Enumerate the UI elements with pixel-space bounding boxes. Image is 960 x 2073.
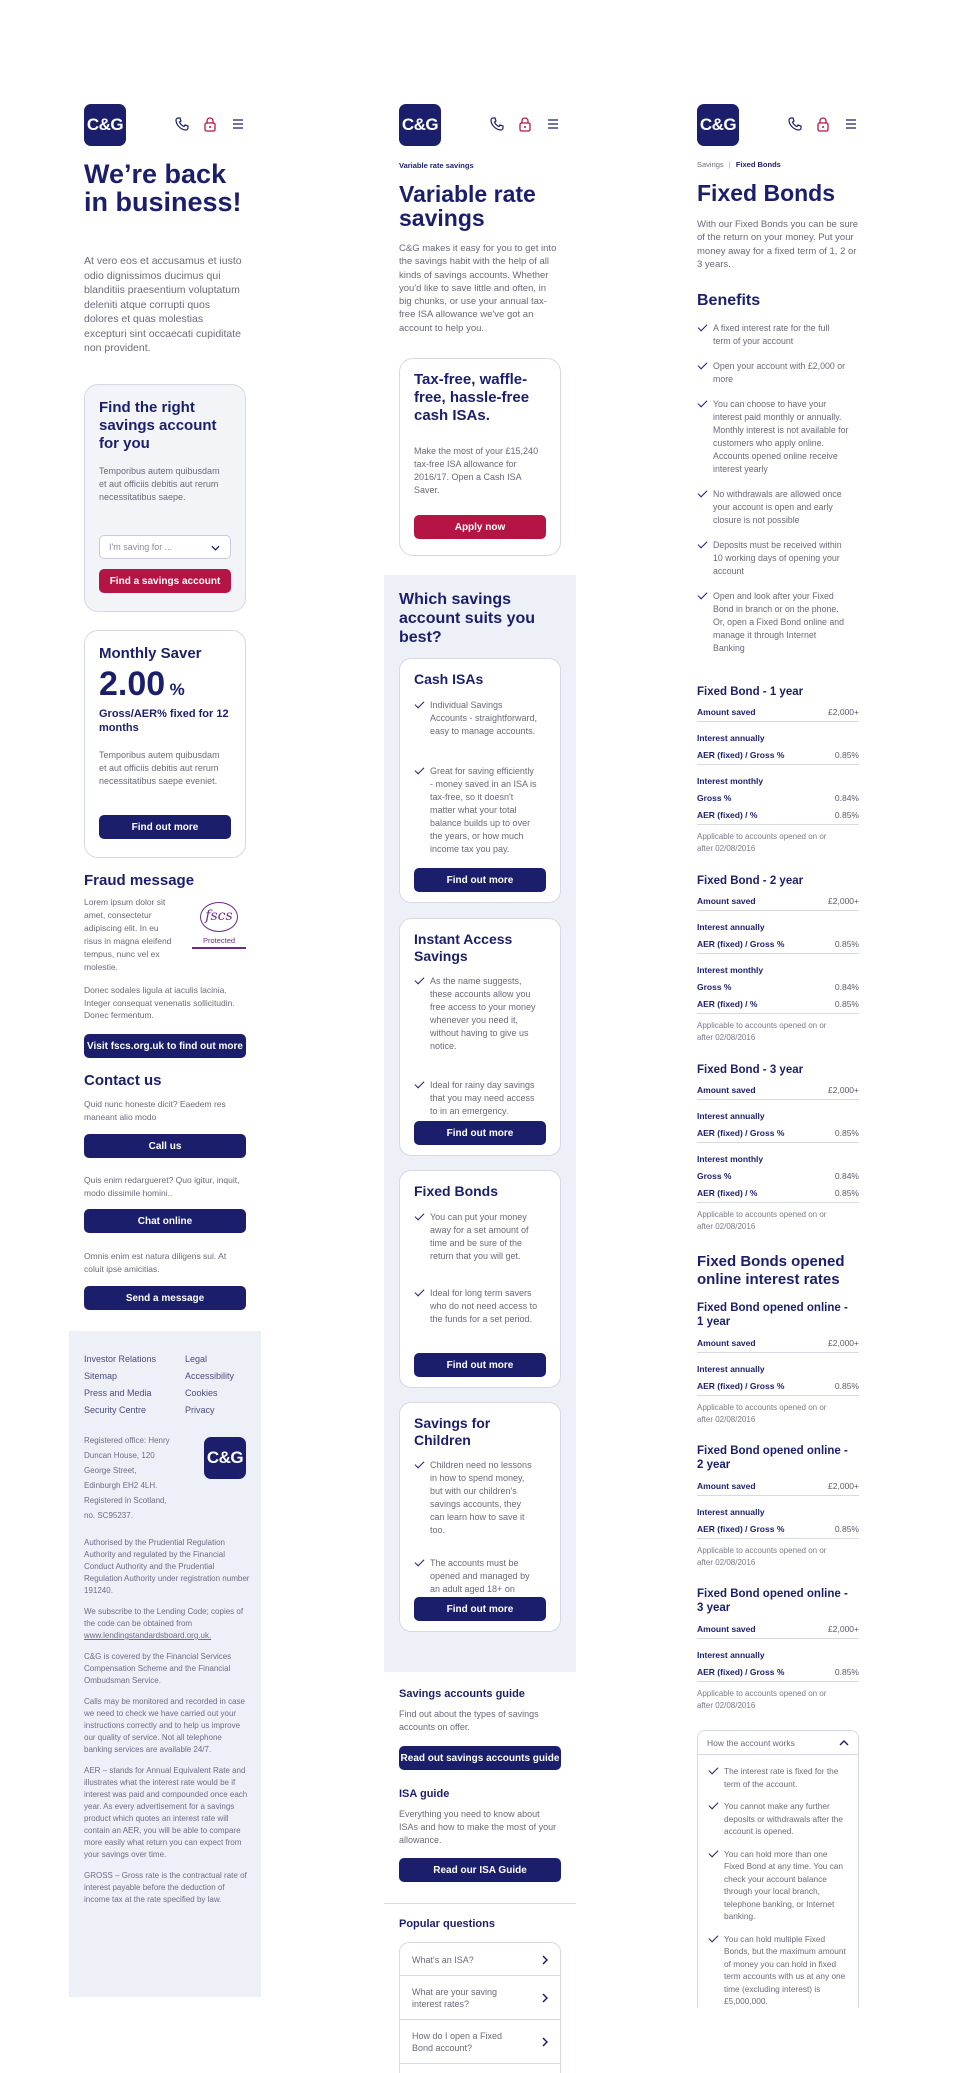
gross-row-value: 0.84% [834,793,859,803]
table-divider [697,1495,859,1496]
benefit-item: You can choose to have your interest paid monthly or annually. Monthly interest is not available for customers who apply online. Accounts opened online receive interest yearly [697,398,849,476]
footer-covered: C&G is covered by the Financial Services Compensation Scheme and the Financial Ombudsman Service. [84,1652,232,1685]
saver-title: Monthly Saver [99,645,202,662]
aer-row [697,996,859,1013]
fscs-logo [192,902,246,956]
promo-title: Tax-free, waffle-free, hassle-free cash ISAs. [414,371,530,424]
amount-row-label: Amount saved [697,1338,756,1348]
fscs-logo-mark: fscs [200,902,238,932]
interest-annually-row [697,1504,859,1521]
account-find-out-more-button[interactable]: Find out more [414,1353,546,1377]
account-card [399,1402,561,1632]
phone-icon[interactable] [787,116,803,132]
chevron-right-icon [542,2037,548,2047]
accordion-point: You cannot make any further deposits or withdrawals after the account is opened. [708,1800,850,1838]
online-bond-table [697,1587,859,1712]
finder-card [84,384,246,612]
account-card-point: Ideal for long term savers who do not need access to the funds for a set period. [414,1287,538,1326]
fraud-text-2: Donec sodales ligula at iaculis lacinia. Integer consequat venenatis sollicitudin. Donec fermentum. [84,985,235,1020]
menu-icon[interactable] [545,116,561,132]
online-rates-title: Fixed Bonds opened online interest rates [697,1253,845,1288]
cg-logo[interactable]: C&G [399,104,441,146]
select-placeholder: I'm saving for ... [109,542,173,552]
interest-monthly-row-label: Interest monthly [697,776,764,786]
amount-row [697,704,859,721]
gross-row-label: Gross % [697,1171,732,1181]
menu-icon[interactable] [230,116,246,132]
isa-guide-button[interactable]: Read our ISA Guide [399,1858,561,1882]
find-savings-account-button[interactable]: Find a savings account [99,569,231,593]
table-divider [697,1013,859,1014]
gross-row-value: 0.84% [834,982,859,992]
gross-row-label: Gross % [697,793,732,803]
amount-row [697,893,859,910]
gross-row-value: 0.84% [834,1171,859,1181]
visit-fscs-button[interactable]: Visit fscs.org.uk to find out more [84,1034,246,1058]
footer-links-right [185,1351,234,1419]
aer-gross-row [697,1125,859,1142]
amount-row-value: £2,000+ [828,707,859,717]
benefits-title: Benefits [697,292,761,309]
account-card-title: Fixed Bonds [414,1183,499,1199]
aer-row-label: AER (fixed) / % [697,810,758,820]
interest-annually-row-label: Interest annually [697,1364,765,1374]
page-title: Fixed Bonds [697,180,836,206]
amount-row [697,1621,859,1638]
bond-note: Applicable to accounts opened on or after 02/08/2016 [697,1546,827,1567]
bond-note: Applicable to accounts opened on or after 02/08/2016 [697,1021,827,1042]
amount-row-label: Amount saved [697,1624,756,1634]
bond-table-title: Fixed Bond - 3 year [697,1064,804,1076]
table-divider [697,1352,859,1353]
accordion-body [698,1755,858,2008]
fscs-protected-label: Protected [192,936,246,949]
page-title: Variable rate savings [399,181,536,231]
interest-monthly-row [697,1151,859,1168]
table-divider [697,953,859,954]
page-intro: With our Fixed Bonds you can be sure of the return on your money. Put your money away for a fixed term of 1, 2 or 3 years. [697,219,859,270]
accordion-header[interactable] [698,1731,858,1755]
footer-link-cookies[interactable]: Cookies [185,1388,218,1398]
aer-gross-row [697,936,859,953]
monthly-saver-card [84,630,246,858]
online-bond-title: Fixed Bond opened online - 3 year [697,1588,848,1614]
interest-annually-row-label: Interest annually [697,733,765,743]
online-bond-table [697,1444,859,1569]
faq-question: What's an ISA? [412,1955,474,1965]
footer-link-legal[interactable]: Legal [185,1354,208,1364]
site-header [697,104,859,146]
amount-row-value: £2,000+ [828,896,859,906]
table-divider [697,764,859,765]
table-divider [697,1638,859,1639]
isa-guide-title: ISA guide [399,1788,450,1800]
accounts-panel [384,575,576,1672]
promo-text: Make the most of your £15,240 tax-free ISA allowance for 2016/17. Open a Cash ISA Saver. [414,446,539,495]
online-bond-table [697,1301,859,1426]
apply-now-button[interactable]: Apply now [414,515,546,539]
amount-row-value: £2,000+ [828,1624,859,1634]
bond-note: Applicable to accounts opened on or after 02/08/2016 [697,832,827,853]
fixed-bonds-page [697,0,859,2073]
faq-question: How do I open a Fixed Bond account? [412,2031,503,2053]
which-account-title: Which savings account suits you best? [399,591,536,646]
site-header [84,104,246,146]
saver-subtitle: Gross/AER% fixed for 12 months [99,708,229,734]
site-footer [69,1331,261,1997]
bond-note: Applicable to accounts opened on or after 02/08/2016 [697,1689,827,1710]
finder-title: Find the right savings account for you [99,399,217,452]
account-find-out-more-button[interactable]: Find out more [414,868,546,892]
lending-standards-link[interactable]: www.lendingstandardsboard.org.uk. [84,1631,212,1640]
phone-icon[interactable] [174,116,190,132]
amount-row-label: Amount saved [697,1085,756,1095]
table-divider [697,824,859,825]
aer-gross-row-value: 0.85% [834,1524,859,1534]
aer-gross-row-label: AER (fixed) / Gross % [697,750,785,760]
amount-row-label: Amount saved [697,707,756,717]
account-card-point: The accounts must be opened and managed by an adult aged 18+ on [414,1557,538,1609]
benefits-list [697,322,859,667]
interest-annually-row [697,1647,859,1664]
interest-annually-row [697,919,859,936]
hero-title: We’re back in business! [84,159,242,217]
bond-table-title: Fixed Bond - 2 year [697,875,804,887]
aer-row-label: AER (fixed) / % [697,1188,758,1198]
interest-monthly-row-label: Interest monthly [697,965,764,975]
footer-gross: GROSS – Gross rate is the contractual rate of interest payable before the deduction of income tax at the rate specified by law. [84,1871,247,1904]
bond-table-title: Fixed Bond - 1 year [697,686,804,698]
saver-rate [99,665,185,704]
interest-monthly-row [697,962,859,979]
interest-monthly-row [697,773,859,790]
bond-note: Applicable to accounts opened on or after 02/08/2016 [697,1210,827,1231]
faq-question: What are your saving interest rates? [412,1987,498,2009]
accordion-point: The interest rate is fixed for the term of the account. [708,1765,850,1790]
savings-guide-button[interactable]: Read out savings accounts guide [399,1746,561,1770]
breadcrumb[interactable]: Variable rate savings [399,161,474,170]
footer-lending [84,1606,250,1642]
footer-link-security[interactable]: Security Centre [84,1405,147,1415]
lock-icon[interactable] [202,116,218,132]
bond-table [697,686,859,855]
chevron-right-icon [542,1993,548,2003]
footer-link-investor-relations[interactable]: Investor Relations [84,1354,157,1364]
table-divider [697,1099,859,1100]
interest-annually-row-label: Interest annually [697,1111,765,1121]
menu-icon[interactable] [843,116,859,132]
account-card-title: Instant Access Savings [414,931,513,964]
lock-icon[interactable] [815,116,831,132]
account-card-point: Individual Savings Accounts - straightforward, easy to manage accounts. [414,699,538,738]
footer-link-accessibility[interactable]: Accessibility [185,1371,235,1381]
amount-row [697,1478,859,1495]
aer-gross-row [697,747,859,764]
faq-title: Popular questions [399,1918,495,1930]
aer-row-value: 0.85% [834,999,859,1009]
aer-row [697,1185,859,1202]
aer-gross-row [697,1521,859,1538]
aer-gross-row-value: 0.85% [834,1128,859,1138]
table-divider [697,1681,859,1682]
interest-annually-row [697,1361,859,1378]
amount-row [697,1082,859,1099]
savings-guide-title: Savings accounts guide [399,1688,525,1700]
aer-row-value: 0.85% [834,1188,859,1198]
faq-item[interactable] [400,1976,560,2020]
account-card [399,1170,561,1388]
interest-annually-row [697,730,859,747]
accordion-point: You can hold multiple Fixed Bonds, but the maximum amount of money you can hold in fixed term accounts with us at any one time (excluding interest) is £5,000,000. [708,1933,850,2008]
account-card-point: As the name suggests, these accounts allow you free access to your money whenever you need it, without having to give us notice. [414,975,538,1053]
chevron-up-icon [839,1740,849,1746]
footer-authorised: Authorised by the Prudential Regulation Authority and regulated by the Financial Conduct Authority and the Prudential Regulation Authority under registration number 191240. [84,1538,250,1595]
benefit-item: Open your account with £2,000 or more [697,360,849,386]
interest-annually-row-label: Interest annually [697,1507,765,1517]
account-card-point: Children need no lessons in how to spend money, but with our children's savings accounts, they can learn how to save it too. [414,1459,538,1537]
hero-text: At vero eos et accusamus et iusto odio dignissimos ducimus qui blanditiis praesentium voluptatum deleniti atque corrupti quos dolores et quas molestias excepturi sint occaecati cupiditate non provident. [84,255,242,354]
table-divider [697,910,859,911]
chat-online-button[interactable]: Chat online [84,1209,246,1233]
benefit-item: Open and look after your Fixed Bond in branch or on the phone. Or, open a Fixed Bond online and manage it through Internet Banking [697,590,849,655]
breadcrumb-separator: | [728,160,731,169]
interest-monthly-row-label: Interest monthly [697,1154,764,1164]
savings-purpose-select[interactable] [99,535,231,559]
contact-text-2: Quis enim redargueret? Quo igitur, inquit, modo dissimile homini.. [84,1175,240,1198]
account-find-out-more-button[interactable]: Find out more [414,1597,546,1621]
account-find-out-more-button[interactable]: Find out more [414,1121,546,1145]
amount-row [697,1335,859,1352]
saver-find-out-more-button[interactable]: Find out more [99,815,231,839]
isa-guide-text: Everything you need to know about ISAs and how to make the most of your allowance. [399,1809,557,1845]
footer-legal-text [84,1537,250,1915]
gross-row-label: Gross % [697,982,732,992]
breadcrumb-savings[interactable]: Savings [697,160,724,169]
aer-gross-row [697,1664,859,1681]
footer-links-left [84,1351,156,1419]
aer-gross-row-label: AER (fixed) / Gross % [697,1667,785,1677]
amount-row-value: £2,000+ [828,1338,859,1348]
online-bond-title: Fixed Bond opened online - 2 year [697,1445,848,1471]
aer-gross-row-label: AER (fixed) / Gross % [697,1524,785,1534]
interest-annually-row-label: Interest annually [697,922,765,932]
how-account-works-accordion [697,1730,859,2008]
benefit-item: No withdrawals are allowed once your account is open and early closure is not possible [697,488,849,527]
variable-rate-page [384,0,576,2073]
account-card-point: Ideal for rainy day savings that you may need access to in an emergency. [414,1079,538,1118]
table-divider [697,1395,859,1396]
aer-gross-row-value: 0.85% [834,939,859,949]
section-divider [384,1903,576,1904]
benefit-item: Deposits must be received within 10 working days of opening your account [697,539,849,578]
saver-rate-unit: % [169,680,185,699]
footer-logo: C&G [204,1437,246,1479]
bond-tables [697,686,859,2018]
breadcrumb [697,160,781,169]
chevron-right-icon [542,1955,548,1965]
online-bond-title: Fixed Bond opened online - 1 year [697,1302,848,1328]
call-us-button[interactable]: Call us [84,1134,246,1158]
table-divider [697,721,859,722]
aer-gross-row-label: AER (fixed) / Gross % [697,1128,785,1138]
accordion-title: How the account works [707,1738,795,1748]
amount-row-label: Amount saved [697,1481,756,1491]
bond-table [697,1064,859,1233]
contact-text-1: Quid nunc honeste dicit? Eaedem res maneant alio modo [84,1099,226,1122]
finder-text: Temporibus autem quibusdam et aut officiis debitis aut rerum necessitatibus saepe. [99,466,220,502]
saver-rate-value: 2.00 [99,665,166,703]
aer-row [697,807,859,824]
account-card-title: Savings for Children [414,1415,491,1448]
phone-icon[interactable] [489,116,505,132]
footer-registered: Registered office: Henry Duncan House, 120 George Street, Edinburgh EH2 4LH. Registered in Scotland, no. SC95237. [84,1436,170,1520]
chevron-down-icon [211,545,220,551]
cash-isa-promo-card [399,358,561,556]
site-header [399,104,561,146]
aer-gross-row-label: AER (fixed) / Gross % [697,939,785,949]
fraud-text: Lorem ipsum dolor sit amet, consectetur adipiscing elit. In eu risus in magna eleifend tempus, nunc vel ex molestie. [84,897,172,972]
fraud-title: Fraud message [84,872,195,889]
lock-icon[interactable] [517,116,533,132]
account-card-title: Cash ISAs [414,671,484,687]
aer-gross-row-value: 0.85% [834,1667,859,1677]
cg-logo[interactable]: C&G [84,104,126,146]
gross-row [697,790,859,807]
aer-gross-row [697,1378,859,1395]
aer-row-label: AER (fixed) / % [697,999,758,1009]
aer-gross-row-value: 0.85% [834,750,859,760]
contact-text-3: Omnis enim est natura diligens sui. At coluit ipse amicitias. [84,1251,227,1274]
saver-text: Temporibus autem quibusdam et aut officiis debitis aut rerum necessitatibus saepe eveniet. [99,750,220,786]
aer-row-value: 0.85% [834,810,859,820]
aer-gross-row-value: 0.85% [834,1381,859,1391]
send-message-button[interactable]: Send a message [84,1286,246,1310]
amount-row-value: £2,000+ [828,1085,859,1095]
savings-guide-text: Find out about the types of savings accounts on offer. [399,1709,539,1732]
table-divider [697,1202,859,1203]
aer-gross-row-label: AER (fixed) / Gross % [697,1381,785,1391]
amount-row-value: £2,000+ [828,1481,859,1491]
page-intro: C&G makes it easy for you to get into the savings habit with the help of all kinds of savings accounts. Whether you'd like to save little and often, in big chunks, or use your annual tax-free ISA allowance we've got an account to help you. [399,243,557,334]
footer-link-sitemap[interactable]: Sitemap [84,1371,118,1381]
footer-link-privacy[interactable]: Privacy [185,1405,215,1415]
faq-item[interactable] [400,1943,560,1976]
contact-title: Contact us [84,1072,162,1089]
gross-row [697,979,859,996]
interest-annually-row [697,1108,859,1125]
account-card [399,918,561,1156]
table-divider [697,1142,859,1143]
amount-row-label: Amount saved [697,896,756,906]
faq-item[interactable] [400,2020,560,2064]
interest-annually-row-label: Interest annually [697,1650,765,1660]
account-card [399,658,561,903]
account-card-point: You can put your money away for a set amount of time and be sure of the return that you will get. [414,1211,538,1263]
footer-link-press[interactable]: Press and Media [84,1388,152,1398]
bond-note: Applicable to accounts opened on or after 02/08/2016 [697,1403,827,1424]
benefit-item: A fixed interest rate for the full term of your account [697,322,849,348]
footer-calls: Calls may be monitored and recorded in case we need to check we have carried out your instructions correctly and to help us improve our quality of service. Not all telephone banking services are available 24/7. [84,1697,245,1754]
cg-logo[interactable]: C&G [697,104,739,146]
table-divider [697,1538,859,1539]
account-card-point: Great for saving efficiently - money saved in an ISA is tax-free, so it doesn't matter what your total balance builds up to over the years, or how much income tax you pay. [414,765,538,856]
faq-list [399,1942,561,2073]
footer-lending-text: We subscribe to the Lending Code; copies of the code can be obtained from [84,1607,244,1628]
breadcrumb-current: Fixed Bonds [735,160,781,169]
footer-aer: AER – stands for Annual Equivalent Rate and illustrates what the interest rate would be if interest was paid and compounded once each year. As every advertisement for a savings product which quotes an interest rate will contain an AER, you will be able to compare more easily what return you can expect from your savings over time. [84,1766,248,1859]
gross-row [697,1168,859,1185]
bond-table [697,875,859,1044]
accordion-point: You can hold more than one Fixed Bond at any time. You can check your account balance through your local branch, telephone banking, or Internet banking. [708,1848,850,1923]
